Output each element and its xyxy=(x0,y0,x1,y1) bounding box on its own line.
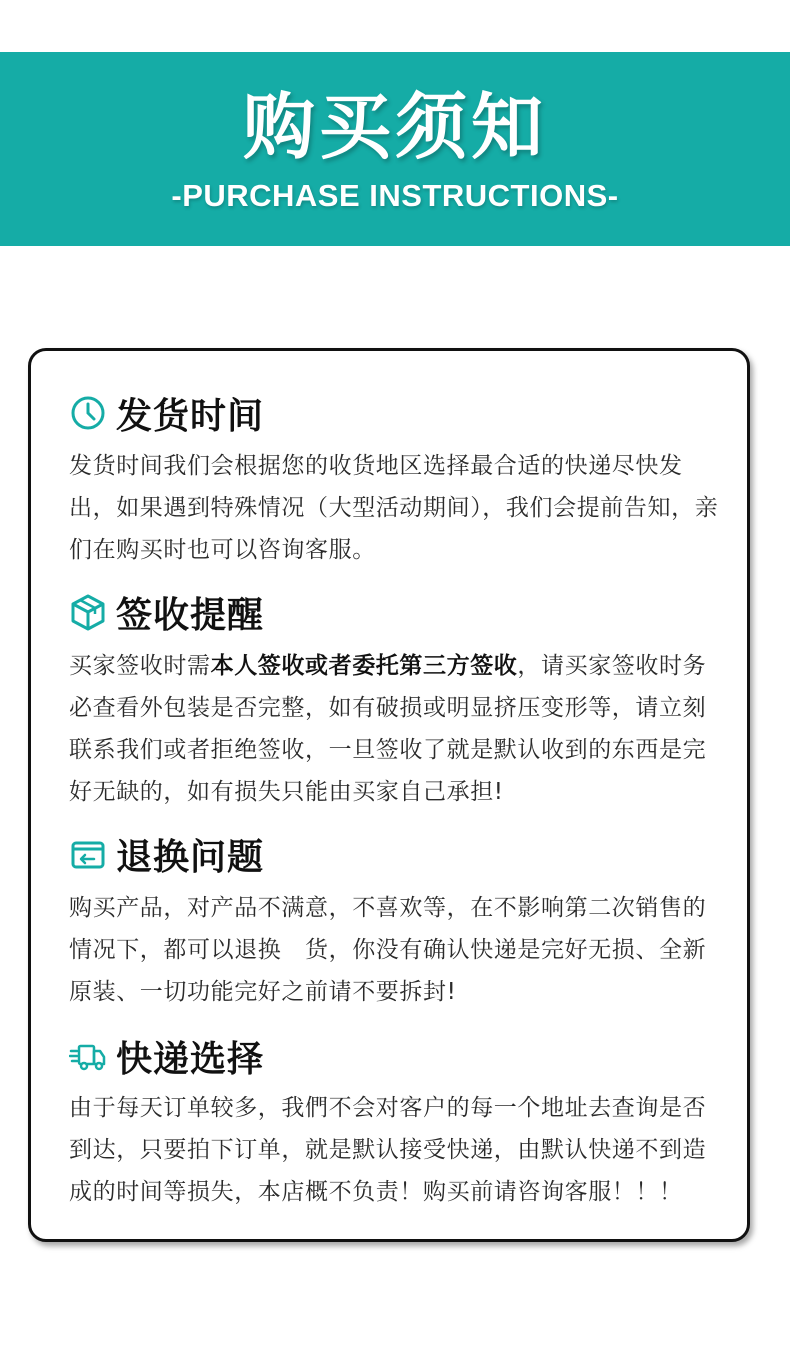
page-title: 购买须知 xyxy=(242,85,547,169)
section-returns-header xyxy=(69,832,264,876)
section-title: 退换问题 xyxy=(116,836,265,878)
clock-icon xyxy=(69,394,107,432)
instructions-card xyxy=(28,348,750,1242)
receipt-text-after: ，请买家签收时务必查看外包装是否完整，如有破损或明显挤压变形等，请立刻联系我们或者拒绝签收，一旦签收了就是默认收到的东西是完好无缺的，如有损失只能由买家自己承担! xyxy=(69,653,707,805)
section-shipping-time-header xyxy=(69,391,264,435)
header-banner xyxy=(0,52,790,246)
box-icon xyxy=(69,593,107,631)
section-courier-header xyxy=(69,1034,264,1078)
section-title: 发货时间 xyxy=(116,395,265,437)
section-title: 快递选择 xyxy=(116,1038,265,1080)
section-shipping-time-text: 发货时间我们会根据您的收货地区选择最合适的快递尽快发出，如果遇到特殊情况（大型活动期间），我们会提前告知，亲们在购买时也可以咨询客服。 xyxy=(69,453,719,563)
return-box-icon xyxy=(69,835,107,873)
receipt-text-bold: 本人签收或者委托第三方签收 xyxy=(210,653,518,679)
delivery-truck-icon xyxy=(69,1037,107,1075)
page-subtitle: -PURCHASE INSTRUCTIONS- xyxy=(171,178,619,213)
section-title: 签收提醒 xyxy=(116,594,265,636)
section-courier-text: 由于每天订单较多，我們不会对客户的每一个地址去查询是否到达，只要拍下订单，就是默认接受快递，由默认快递不到造成的时间等损失，本店概不负责！购买前请咨询客服！！！ xyxy=(69,1095,707,1205)
section-receipt-text xyxy=(69,645,719,813)
receipt-text-before: 买家签收时需 xyxy=(69,653,211,679)
section-returns-text: 购买产品，对产品不满意，不喜欢等，在不影响第二次销售的情况下，都可以退换 货，你没有确认快递是完好无损、全新原装、一切功能完好之前请不要拆封! xyxy=(69,895,707,1005)
section-receipt-header xyxy=(69,590,264,634)
